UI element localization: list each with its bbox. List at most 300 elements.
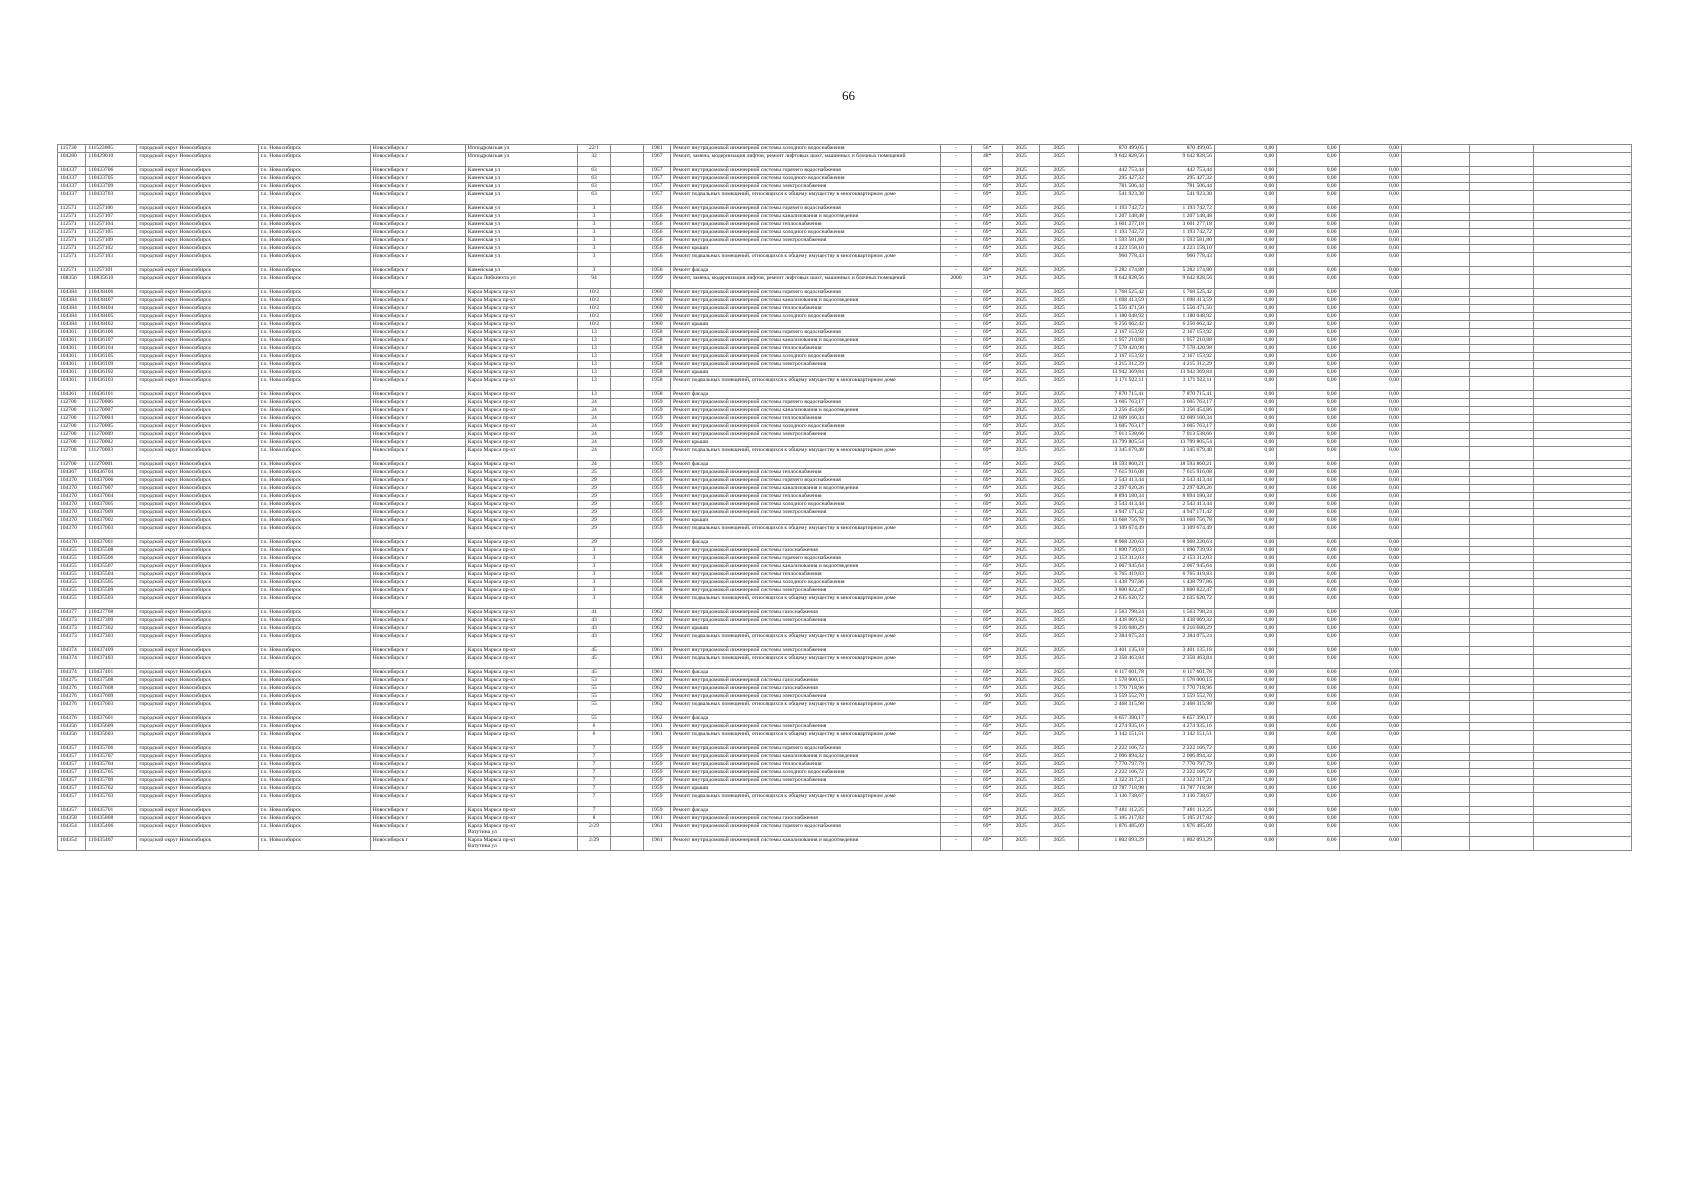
cell-cost-regional: 0,00 bbox=[1277, 633, 1339, 647]
cell-building bbox=[610, 715, 643, 723]
cell-year-built: 1958 bbox=[643, 337, 670, 345]
cell-municipal-entity: г.о. Новосибирск bbox=[258, 321, 370, 329]
cell-cost-local: 0,00 bbox=[1339, 761, 1401, 769]
cell-house-number: 7 bbox=[578, 807, 611, 815]
cell-building bbox=[610, 407, 643, 415]
cell-plan-year-start: 2025 bbox=[1003, 815, 1040, 823]
cell-cost-local: 0,00 bbox=[1339, 345, 1401, 353]
cell-work-type: Ремонт внутридомовой инженерной системы электроснабжения bbox=[671, 361, 941, 369]
cell-cost-regional: 0,00 bbox=[1277, 761, 1339, 769]
cell-settlement: Новосибирск г bbox=[370, 289, 465, 297]
cell-house-number: 25 bbox=[578, 469, 611, 477]
cell-cost-local: 0,00 bbox=[1339, 289, 1401, 297]
cell-year-built: 1958 bbox=[643, 377, 670, 391]
cell-building bbox=[610, 229, 643, 237]
cell-settlement: Новосибирск г bbox=[370, 267, 465, 275]
cell-municipal-district: городской округ Новосибирск bbox=[137, 815, 258, 823]
cell-building bbox=[610, 579, 643, 587]
cell-street: Карла Маркса пр-кт bbox=[465, 305, 577, 313]
cell-work-type: Ремонт подвальных помещений, относящихся к общему имуществу в многоквартирном доме bbox=[671, 191, 941, 205]
cell-year-commissioned: - bbox=[940, 399, 972, 407]
cell-year-built: 1959 bbox=[643, 469, 670, 477]
cell-municipal-entity: г.о. Новосибирск bbox=[258, 221, 370, 229]
cell-extra-3 bbox=[1534, 469, 1632, 477]
cell-settlement: Новосибирск г bbox=[370, 167, 465, 175]
cell-house-number: 3 bbox=[578, 205, 611, 213]
cell-cost-fund: 13 942 369,84 bbox=[1146, 369, 1214, 377]
cell-cost-federal: 0,00 bbox=[1214, 289, 1276, 297]
cell-year-commissioned: - bbox=[940, 447, 972, 461]
cell-extra-1 bbox=[1401, 431, 1469, 439]
cell-street: Ипподромская ул bbox=[465, 145, 577, 153]
cell-cost-fund: 3 171 922,11 bbox=[1146, 377, 1214, 391]
cell-street: Карла Маркса пр-кт bbox=[465, 313, 577, 321]
cell-year-built: 1958 bbox=[643, 345, 670, 353]
cell-extra-2 bbox=[1469, 769, 1534, 777]
cell-year-built: 1958 bbox=[643, 329, 670, 337]
cell-total-cost: 9 642 828,56 bbox=[1078, 153, 1146, 167]
cell-cost-regional: 0,00 bbox=[1277, 837, 1339, 851]
cell-extra-3 bbox=[1534, 431, 1632, 439]
cell-cost-local: 0,00 bbox=[1339, 823, 1401, 837]
cell-cost-fund: 6 117 601,78 bbox=[1146, 669, 1214, 677]
cell-wear-percent: 69* bbox=[972, 245, 1003, 253]
cell-cost-regional: 0,00 bbox=[1277, 579, 1339, 587]
cell-building bbox=[610, 221, 643, 229]
cell-house-number: 13 bbox=[578, 391, 611, 399]
cell-work-code: 110435808 bbox=[86, 815, 137, 823]
cell-extra-1 bbox=[1401, 267, 1469, 275]
cell-wear-percent: 69* bbox=[972, 337, 1003, 345]
cell-extra-3 bbox=[1534, 539, 1632, 547]
cell-house-id: 104384 bbox=[58, 289, 86, 297]
cell-extra-3 bbox=[1534, 753, 1632, 761]
cell-municipal-district: городской округ Новосибирск bbox=[137, 423, 258, 431]
cell-year-built: 1957 bbox=[643, 191, 670, 205]
cell-plan-year-start: 2025 bbox=[1003, 415, 1040, 423]
cell-house-number: 7 bbox=[578, 769, 611, 777]
cell-plan-year-end: 2025 bbox=[1040, 431, 1079, 439]
cell-year-commissioned: - bbox=[940, 493, 972, 501]
cell-wear-percent: 69* bbox=[972, 785, 1003, 793]
cell-house-id: 104337 bbox=[58, 191, 86, 205]
cell-house-id: 112700 bbox=[58, 407, 86, 415]
cell-plan-year-end: 2025 bbox=[1040, 595, 1079, 609]
cell-cost-local: 0,00 bbox=[1339, 837, 1401, 851]
cell-municipal-district: городской округ Новосибирск bbox=[137, 587, 258, 595]
cell-municipal-district: городской округ Новосибирск bbox=[137, 555, 258, 563]
cell-work-type: Ремонт крыши bbox=[671, 369, 941, 377]
cell-year-built: 1959 bbox=[643, 539, 670, 547]
cell-municipal-district: городской округ Новосибирск bbox=[137, 253, 258, 267]
cell-work-code: 110435507 bbox=[86, 563, 137, 571]
cell-extra-1 bbox=[1401, 563, 1469, 571]
cell-building bbox=[610, 289, 643, 297]
cell-building bbox=[610, 617, 643, 625]
cell-municipal-entity: г.о. Новосибирск bbox=[258, 399, 370, 407]
cell-plan-year-end: 2025 bbox=[1040, 461, 1079, 469]
cell-year-commissioned: - bbox=[940, 237, 972, 245]
cell-extra-3 bbox=[1534, 579, 1632, 587]
cell-building bbox=[610, 205, 643, 213]
table-row bbox=[58, 237, 1632, 245]
cell-house-number: 2/29 bbox=[578, 837, 611, 851]
cell-municipal-district: городской округ Новосибирск bbox=[137, 633, 258, 647]
cell-cost-fund: 4 215 312,29 bbox=[1146, 361, 1214, 369]
cell-municipal-entity: г.о. Новосибирск bbox=[258, 625, 370, 633]
cell-cost-fund: 4 947 171,42 bbox=[1146, 509, 1214, 517]
cell-cost-federal: 0,00 bbox=[1214, 517, 1276, 525]
cell-extra-3 bbox=[1534, 167, 1632, 175]
cell-work-code: 111257102 bbox=[86, 245, 137, 253]
cell-cost-local: 0,00 bbox=[1339, 509, 1401, 517]
cell-street: Карла Маркса пр-кт bbox=[465, 769, 577, 777]
cell-plan-year-end: 2025 bbox=[1040, 175, 1079, 183]
cell-extra-1 bbox=[1401, 469, 1469, 477]
cell-house-id: 112700 bbox=[58, 415, 86, 423]
cell-house-id: 112571 bbox=[58, 237, 86, 245]
cell-cost-regional: 0,00 bbox=[1277, 361, 1339, 369]
cell-house-id: 104356 bbox=[58, 723, 86, 731]
cell-wear-percent: 69* bbox=[972, 167, 1003, 175]
cell-street: Каменская ул bbox=[465, 213, 577, 221]
cell-work-type: Ремонт фасада bbox=[671, 539, 941, 547]
cell-work-code: 110437005 bbox=[86, 501, 137, 509]
cell-year-built: 1962 bbox=[643, 617, 670, 625]
cell-extra-3 bbox=[1534, 399, 1632, 407]
cell-extra-2 bbox=[1469, 461, 1534, 469]
cell-house-number: 8 bbox=[578, 815, 611, 823]
cell-plan-year-end: 2025 bbox=[1040, 563, 1079, 571]
cell-plan-year-start: 2025 bbox=[1003, 625, 1040, 633]
cell-plan-year-start: 2025 bbox=[1003, 571, 1040, 579]
table-row bbox=[58, 377, 1632, 391]
cell-extra-3 bbox=[1534, 461, 1632, 469]
cell-municipal-entity: г.о. Новосибирск bbox=[258, 485, 370, 493]
cell-municipal-entity: г.о. Новосибирск bbox=[258, 785, 370, 793]
cell-house-number: 13 bbox=[578, 369, 611, 377]
cell-year-commissioned: - bbox=[940, 415, 972, 423]
cell-building bbox=[610, 807, 643, 815]
cell-municipal-district: городской округ Новосибирск bbox=[137, 753, 258, 761]
cell-year-commissioned: - bbox=[940, 807, 972, 815]
cell-work-type: Ремонт внутридомовой инженерной системы теплоснабжения bbox=[671, 305, 941, 313]
cell-work-code: 111257107 bbox=[86, 213, 137, 221]
table-row bbox=[58, 431, 1632, 439]
cell-cost-federal: 0,00 bbox=[1214, 183, 1276, 191]
cell-cost-local: 0,00 bbox=[1339, 501, 1401, 509]
cell-municipal-district: городской округ Новосибирск bbox=[137, 669, 258, 677]
cell-house-number: 7 bbox=[578, 753, 611, 761]
cell-wear-percent: 69* bbox=[972, 517, 1003, 525]
cell-plan-year-start: 2025 bbox=[1003, 501, 1040, 509]
cell-extra-1 bbox=[1401, 555, 1469, 563]
cell-plan-year-end: 2025 bbox=[1040, 837, 1079, 851]
cell-extra-3 bbox=[1534, 345, 1632, 353]
cell-settlement: Новосибирск г bbox=[370, 447, 465, 461]
cell-cost-fund: 1 180 048,92 bbox=[1146, 313, 1214, 321]
cell-street: Карла Маркса пр-кт bbox=[465, 415, 577, 423]
cell-extra-3 bbox=[1534, 517, 1632, 525]
cell-year-commissioned: - bbox=[940, 461, 972, 469]
cell-cost-local: 0,00 bbox=[1339, 297, 1401, 305]
cell-year-commissioned: - bbox=[940, 501, 972, 509]
cell-settlement: Новосибирск г bbox=[370, 415, 465, 423]
cell-extra-3 bbox=[1534, 745, 1632, 753]
cell-street: Карла Маркса пр-кт bbox=[465, 407, 577, 415]
cell-house-number: 10/2 bbox=[578, 313, 611, 321]
cell-extra-1 bbox=[1401, 547, 1469, 555]
cell-year-commissioned: - bbox=[940, 525, 972, 539]
cell-total-cost: 1 876 485,09 bbox=[1078, 823, 1146, 837]
cell-cost-local: 0,00 bbox=[1339, 595, 1401, 609]
cell-street: Карла Маркса пр-кт bbox=[465, 595, 577, 609]
cell-work-type: Ремонт внутридомовой инженерной системы горячего водоснабжения bbox=[671, 745, 941, 753]
cell-cost-fund: 7 770 797,79 bbox=[1146, 761, 1214, 769]
table-row bbox=[58, 655, 1632, 669]
cell-municipal-district: городской округ Новосибирск bbox=[137, 617, 258, 625]
table-row bbox=[58, 547, 1632, 555]
cell-cost-local: 0,00 bbox=[1339, 267, 1401, 275]
cell-house-number: 13 bbox=[578, 361, 611, 369]
cell-work-type: Ремонт крыши bbox=[671, 625, 941, 633]
cell-cost-regional: 0,00 bbox=[1277, 145, 1339, 153]
cell-cost-federal: 0,00 bbox=[1214, 633, 1276, 647]
cell-cost-local: 0,00 bbox=[1339, 555, 1401, 563]
cell-wear-percent: 69* bbox=[972, 815, 1003, 823]
cell-cost-regional: 0,00 bbox=[1277, 723, 1339, 731]
cell-street: Карла Маркса пр-кт bbox=[465, 297, 577, 305]
table-row bbox=[58, 313, 1632, 321]
table-row bbox=[58, 625, 1632, 633]
cell-total-cost: 870 499,05 bbox=[1078, 145, 1146, 153]
cell-total-cost: 8 968 220,63 bbox=[1078, 539, 1146, 547]
cell-settlement: Новосибирск г bbox=[370, 205, 465, 213]
cell-house-number: 7 bbox=[578, 785, 611, 793]
cell-year-built: 1999 bbox=[643, 275, 670, 289]
cell-cost-fund: 2 358 463,84 bbox=[1146, 655, 1214, 669]
cell-plan-year-end: 2025 bbox=[1040, 517, 1079, 525]
cell-wear-percent: 69* bbox=[972, 807, 1003, 815]
cell-cost-local: 0,00 bbox=[1339, 305, 1401, 313]
cell-house-number: 24 bbox=[578, 439, 611, 447]
cell-house-id: 104370 bbox=[58, 525, 86, 539]
cell-settlement: Новосибирск г bbox=[370, 761, 465, 769]
cell-work-code: 110437603 bbox=[86, 701, 137, 715]
cell-work-code: 111257109 bbox=[86, 237, 137, 245]
cell-wear-percent: 69* bbox=[972, 213, 1003, 221]
cell-plan-year-end: 2025 bbox=[1040, 501, 1079, 509]
cell-wear-percent: 69* bbox=[972, 183, 1003, 191]
cell-work-code: 110435603 bbox=[86, 731, 137, 745]
cell-work-code: 110429010 bbox=[86, 153, 137, 167]
cell-year-commissioned: - bbox=[940, 587, 972, 595]
cell-extra-1 bbox=[1401, 617, 1469, 625]
cell-work-code: 111257104 bbox=[86, 221, 137, 229]
cell-work-type: Ремонт крыши bbox=[671, 321, 941, 329]
cell-building bbox=[610, 815, 643, 823]
table-row bbox=[58, 793, 1632, 807]
cell-work-type: Ремонт крыши bbox=[671, 245, 941, 253]
cell-cost-regional: 0,00 bbox=[1277, 693, 1339, 701]
cell-work-code: 110437609 bbox=[86, 693, 137, 701]
cell-year-commissioned: - bbox=[940, 509, 972, 517]
cell-extra-1 bbox=[1401, 439, 1469, 447]
cell-house-id: 104361 bbox=[58, 329, 86, 337]
cell-house-number: 6 bbox=[578, 723, 611, 731]
cell-extra-2 bbox=[1469, 213, 1534, 221]
cell-cost-regional: 0,00 bbox=[1277, 345, 1339, 353]
cell-street: Карла Маркса пр-кт bbox=[465, 609, 577, 617]
cell-house-id: 112571 bbox=[58, 205, 86, 213]
cell-total-cost: 7 770 797,79 bbox=[1078, 761, 1146, 769]
cell-municipal-entity: г.о. Новосибирск bbox=[258, 153, 370, 167]
cell-year-built: 1959 bbox=[643, 415, 670, 423]
cell-cost-fund: 2 006 894,32 bbox=[1146, 753, 1214, 761]
cell-year-commissioned: - bbox=[940, 205, 972, 213]
cell-extra-1 bbox=[1401, 447, 1469, 461]
cell-total-cost: 2 635 620,72 bbox=[1078, 595, 1146, 609]
cell-wear-percent: 69* bbox=[972, 625, 1003, 633]
cell-work-type: Ремонт внутридомовой инженерной системы электроснабжения bbox=[671, 431, 941, 439]
cell-cost-fund: 6 765 419,83 bbox=[1146, 571, 1214, 579]
cell-plan-year-start: 2025 bbox=[1003, 685, 1040, 693]
cell-house-id: 104373 bbox=[58, 633, 86, 647]
cell-cost-regional: 0,00 bbox=[1277, 213, 1339, 221]
cell-cost-fund: 3 438 069,32 bbox=[1146, 617, 1214, 625]
table-row bbox=[58, 693, 1632, 701]
cell-plan-year-start: 2025 bbox=[1003, 677, 1040, 685]
cell-cost-local: 0,00 bbox=[1339, 477, 1401, 485]
cell-total-cost: 541 923,38 bbox=[1078, 191, 1146, 205]
cell-building bbox=[610, 723, 643, 731]
cell-house-id: 104358 bbox=[58, 815, 86, 823]
cell-cost-regional: 0,00 bbox=[1277, 399, 1339, 407]
cell-work-code: 110435709 bbox=[86, 777, 137, 785]
cell-plan-year-end: 2025 bbox=[1040, 275, 1079, 289]
cell-street: Каменская ул bbox=[465, 175, 577, 183]
cell-cost-fund: 6 657 390,17 bbox=[1146, 715, 1214, 723]
cell-cost-local: 0,00 bbox=[1339, 815, 1401, 823]
cell-cost-federal: 0,00 bbox=[1214, 823, 1276, 837]
cell-cost-fund: 18 593 860,21 bbox=[1146, 461, 1214, 469]
cell-work-code: 110437708 bbox=[86, 609, 137, 617]
cell-street: Карла Маркса пр-кт bbox=[465, 815, 577, 823]
cell-extra-1 bbox=[1401, 461, 1469, 469]
cell-work-type: Ремонт внутридомовой инженерной системы горячего водоснабжения bbox=[671, 329, 941, 337]
table-row bbox=[58, 563, 1632, 571]
cell-work-type: Ремонт внутридомовой инженерной системы холодного водоснабжения bbox=[671, 229, 941, 237]
cell-cost-fund: 1 890 739,93 bbox=[1146, 547, 1214, 555]
cell-cost-federal: 0,00 bbox=[1214, 477, 1276, 485]
cell-extra-3 bbox=[1534, 761, 1632, 769]
cell-total-cost: 3 605 763,17 bbox=[1078, 399, 1146, 407]
cell-total-cost: 1 578 000,15 bbox=[1078, 677, 1146, 685]
cell-year-built: 1960 bbox=[643, 321, 670, 329]
cell-municipal-district: городской округ Новосибирск bbox=[137, 723, 258, 731]
cell-municipal-entity: г.о. Новосибирск bbox=[258, 777, 370, 785]
cell-cost-federal: 0,00 bbox=[1214, 369, 1276, 377]
cell-building bbox=[610, 785, 643, 793]
cell-cost-federal: 0,00 bbox=[1214, 807, 1276, 815]
cell-cost-regional: 0,00 bbox=[1277, 745, 1339, 753]
cell-total-cost: 13 787 718,98 bbox=[1078, 785, 1146, 793]
cell-cost-local: 0,00 bbox=[1339, 745, 1401, 753]
cell-wear-percent: 69* bbox=[972, 485, 1003, 493]
cell-municipal-district: городской округ Новосибирск bbox=[137, 793, 258, 807]
cell-cost-federal: 0,00 bbox=[1214, 245, 1276, 253]
cell-total-cost: 6 216 680,29 bbox=[1078, 625, 1146, 633]
cell-cost-federal: 0,00 bbox=[1214, 625, 1276, 633]
cell-work-type: Ремонт подвальных помещений, относящихся к общему имуществу в многоквартирном доме bbox=[671, 525, 941, 539]
cell-municipal-district: городской округ Новосибирск bbox=[137, 167, 258, 175]
cell-work-code: 111270001 bbox=[86, 461, 137, 469]
cell-settlement: Новосибирск г bbox=[370, 669, 465, 677]
cell-building bbox=[610, 321, 643, 329]
cell-plan-year-end: 2025 bbox=[1040, 145, 1079, 153]
cell-municipal-district: городской округ Новосибирск bbox=[137, 439, 258, 447]
cell-extra-1 bbox=[1401, 377, 1469, 391]
cell-cost-local: 0,00 bbox=[1339, 423, 1401, 431]
cell-total-cost: 3 256 454,86 bbox=[1078, 407, 1146, 415]
cell-cost-regional: 0,00 bbox=[1277, 431, 1339, 439]
cell-cost-federal: 0,00 bbox=[1214, 253, 1276, 267]
cell-cost-federal: 0,00 bbox=[1214, 501, 1276, 509]
cell-extra-1 bbox=[1401, 655, 1469, 669]
cell-building bbox=[610, 245, 643, 253]
cell-building bbox=[610, 633, 643, 647]
cell-cost-fund: 3 800 822,47 bbox=[1146, 587, 1214, 595]
cell-cost-regional: 0,00 bbox=[1277, 609, 1339, 617]
cell-plan-year-end: 2025 bbox=[1040, 191, 1079, 205]
cell-building bbox=[610, 493, 643, 501]
cell-house-id: 104361 bbox=[58, 369, 86, 377]
cell-plan-year-end: 2025 bbox=[1040, 793, 1079, 807]
cell-house-number: 3 bbox=[578, 237, 611, 245]
cell-cost-regional: 0,00 bbox=[1277, 517, 1339, 525]
cell-extra-2 bbox=[1469, 153, 1534, 167]
cell-wear-percent: 48* bbox=[972, 153, 1003, 167]
cell-year-built: 1958 bbox=[643, 571, 670, 579]
cell-extra-3 bbox=[1534, 785, 1632, 793]
cell-house-number: 3 bbox=[578, 563, 611, 571]
cell-municipal-entity: г.о. Новосибирск bbox=[258, 245, 370, 253]
cell-year-commissioned: - bbox=[940, 701, 972, 715]
cell-house-id: 104337 bbox=[58, 183, 86, 191]
table-row bbox=[58, 289, 1632, 297]
cell-year-commissioned: - bbox=[940, 313, 972, 321]
cell-building bbox=[610, 625, 643, 633]
cell-total-cost: 1 193 742,72 bbox=[1078, 229, 1146, 237]
cell-house-id: 108356 bbox=[58, 275, 86, 289]
cell-cost-fund: 2 167 153,92 bbox=[1146, 353, 1214, 361]
cell-cost-regional: 0,00 bbox=[1277, 793, 1339, 807]
cell-building bbox=[610, 685, 643, 693]
cell-total-cost: 1 770 718,96 bbox=[1078, 685, 1146, 693]
cell-work-type: Ремонт крыши bbox=[671, 785, 941, 793]
cell-cost-fund: 3 605 763,17 bbox=[1146, 423, 1214, 431]
cell-year-commissioned: - bbox=[940, 633, 972, 647]
cell-settlement: Новосибирск г bbox=[370, 753, 465, 761]
cell-work-type: Ремонт внутридомовой инженерной системы горячего водоснабжения bbox=[671, 555, 941, 563]
cell-municipal-entity: г.о. Новосибирск bbox=[258, 377, 370, 391]
cell-municipal-entity: г.о. Новосибирск bbox=[258, 267, 370, 275]
cell-settlement: Новосибирск г bbox=[370, 837, 465, 851]
cell-plan-year-start: 2025 bbox=[1003, 563, 1040, 571]
cell-extra-2 bbox=[1469, 245, 1534, 253]
cell-work-code: 111270009 bbox=[86, 431, 137, 439]
cell-house-number: 63 bbox=[578, 183, 611, 191]
